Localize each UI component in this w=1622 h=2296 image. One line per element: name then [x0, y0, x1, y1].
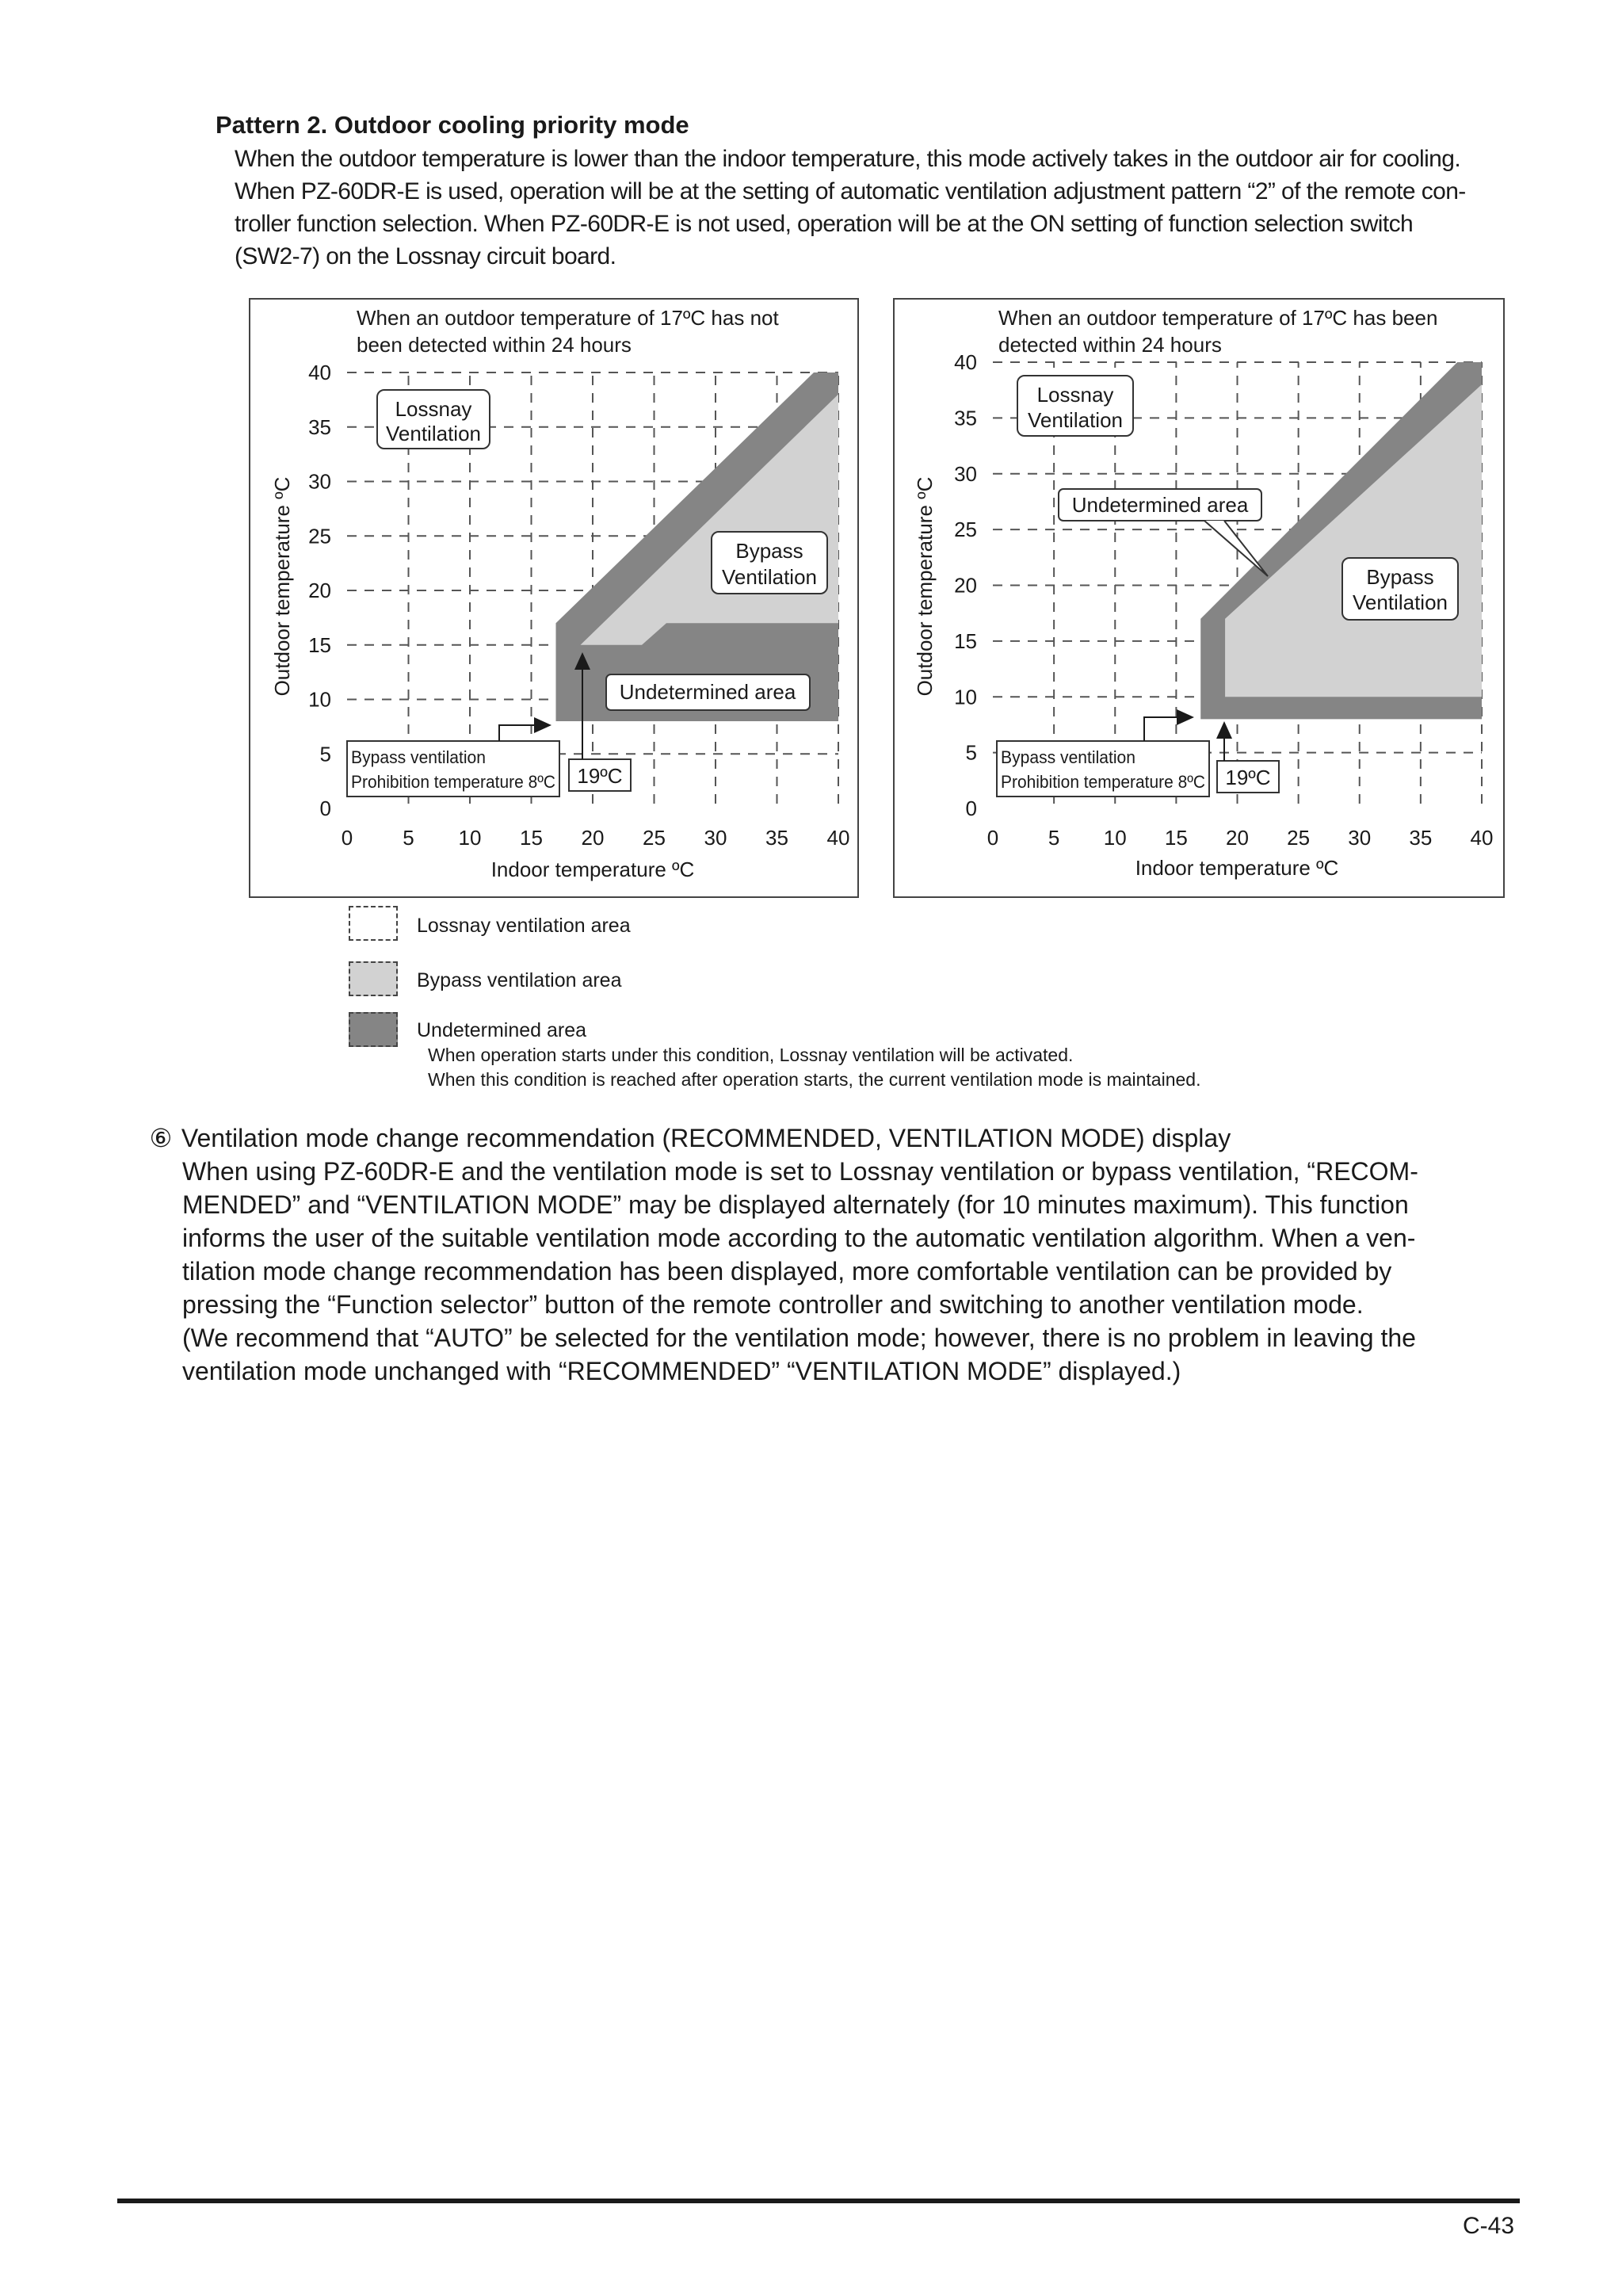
x-tick-label: 10	[1103, 826, 1127, 850]
note-line: ventilation mode unchanged with “RECOMMENDED” “VENTILATION MODE” displayed.)	[182, 1357, 1181, 1385]
legend-swatch-bypass	[349, 961, 398, 996]
body-line: informs the user of the suitable ventilation mode according to the automatic ventilation algorithm. When a ven-	[182, 1224, 1416, 1252]
bypass-region	[1225, 384, 1482, 697]
legend-label-bypass: Bypass ventilation area	[417, 969, 622, 991]
page-number: C-43	[1463, 2213, 1515, 2239]
y-tick-label: 35	[954, 406, 977, 430]
section-heading: Pattern 2. Outdoor cooling priority mode	[216, 111, 689, 139]
x-tick-label: 35	[765, 826, 788, 850]
y-tick-label: 40	[308, 361, 331, 384]
body-line: MENDED” and “VENTILATION MODE” may be displayed alternately (for 10 minutes maximum). This function	[182, 1190, 1409, 1219]
chart-title-line: been detected within 24 hours	[357, 333, 632, 357]
y-tick-label: 0	[319, 797, 331, 820]
lossnay-label: Lossnay	[395, 397, 472, 421]
lossnay-label: Ventilation	[1028, 408, 1123, 432]
intro-line: (SW2-7) on the Lossnay circuit board.	[235, 243, 616, 269]
temp19-label: 19ºC	[1225, 766, 1271, 789]
y-tick-label: 20	[954, 573, 977, 598]
intro-line: When PZ-60DR-E is used, operation will be at the setting of automatic ventilation adjustment pattern “2” of the remote con-	[235, 178, 1466, 204]
y-tick-label: 40	[954, 350, 977, 374]
body-line: When using PZ-60DR-E and the ventilation mode is set to Lossnay ventilation or bypass ventilation, “RECOM-	[182, 1157, 1418, 1186]
legend-swatch-lossnay	[349, 906, 398, 941]
x-tick-label: 30	[704, 826, 727, 850]
y-tick-labels	[954, 350, 977, 820]
x-tick-label: 40	[1470, 826, 1494, 850]
y-tick-label: 25	[954, 518, 977, 542]
x-tick-label: 10	[458, 826, 482, 850]
bypass-label: Ventilation	[722, 565, 817, 589]
y-tick-label: 30	[308, 469, 331, 494]
y-tick-label: 5	[319, 742, 331, 766]
x-tick-label: 0	[987, 826, 999, 850]
prohibition-label: Bypass ventilation	[1001, 747, 1135, 767]
y-axis-label: Outdoor temperature ºC	[270, 476, 294, 697]
x-tick-label: 15	[1164, 826, 1188, 850]
arrow-8c	[1144, 717, 1193, 741]
lossnay-label: Lossnay	[1036, 383, 1114, 407]
undetermined-label: Undetermined area	[1071, 493, 1249, 517]
x-tick-label: 20	[1226, 826, 1249, 850]
x-tick-label: 35	[1409, 826, 1433, 850]
x-tick-labels	[987, 826, 1494, 850]
y-tick-label: 35	[308, 415, 331, 439]
x-tick-label: 40	[826, 826, 850, 850]
charts-canvas	[0, 0, 1622, 1110]
y-axis-label: Outdoor temperature ºC	[913, 476, 937, 697]
y-tick-label: 10	[308, 687, 331, 712]
bypass-label: Bypass	[735, 539, 803, 563]
chart-right	[894, 299, 1504, 897]
chart-left	[250, 299, 858, 897]
circled-six-marker: ⑥	[149, 1124, 173, 1152]
y-tick-label: 10	[954, 685, 977, 709]
bypass-label: Bypass	[1366, 565, 1434, 589]
x-tick-label: 15	[520, 826, 543, 850]
x-tick-label: 5	[1048, 826, 1060, 850]
y-tick-label: 15	[954, 628, 977, 653]
x-tick-labels	[342, 826, 850, 850]
legend-swatch-undetermined	[349, 1012, 398, 1047]
body-line: tilation mode change recommendation has been displayed, more comfortable ventilation can be provided by	[182, 1257, 1392, 1286]
x-tick-label: 30	[1348, 826, 1372, 850]
x-axis-label: Indoor temperature ºC	[490, 858, 695, 881]
prohibition-label: Bypass ventilation	[351, 747, 486, 767]
bypass-label: Ventilation	[1353, 590, 1448, 614]
y-tick-label: 20	[308, 579, 331, 602]
x-tick-label: 25	[1287, 826, 1311, 850]
note-line: (We recommend that “AUTO” be selected for the ventilation mode; however, there is no problem in leaving the	[182, 1324, 1416, 1352]
temp19-label: 19ºC	[577, 764, 623, 788]
footer-rule	[117, 2199, 1520, 2203]
chart-title-line: When an outdoor temperature of 17ºC has not	[357, 306, 779, 330]
y-tick-label: 15	[308, 632, 331, 657]
y-tick-label: 0	[965, 797, 977, 820]
legend-note: When this condition is reached after operation starts, the current ventilation mode is maintained.	[428, 1069, 1201, 1090]
chart-title-line: detected within 24 hours	[998, 333, 1222, 357]
x-tick-label: 0	[341, 826, 353, 850]
chart-title-line: When an outdoor temperature of 17ºC has been	[998, 306, 1438, 330]
prohibition-label: Prohibition temperature 8ºC	[1001, 772, 1206, 792]
lossnay-label: Ventilation	[386, 422, 481, 445]
section-6-title: Ventilation mode change recommendation (RECOMMENDED, VENTILATION MODE) display	[181, 1124, 1231, 1152]
intro-line: troller function selection. When PZ-60DR-E is not used, operation will be at the ON setting of function selection switch	[235, 211, 1414, 237]
legend-label-undetermined: Undetermined area	[417, 1019, 587, 1041]
y-tick-label: 25	[308, 524, 331, 548]
arrow-8c	[499, 725, 550, 741]
legend-note: When operation starts under this condition, Lossnay ventilation will be activated.	[428, 1045, 1074, 1065]
intro-line: When the outdoor temperature is lower than the indoor temperature, this mode actively takes in the outdoor air for cooling.	[235, 146, 1461, 172]
x-tick-label: 20	[581, 826, 605, 850]
section-6	[147, 1121, 1526, 1388]
y-tick-label: 30	[954, 461, 977, 486]
y-tick-label: 5	[965, 740, 977, 765]
body-line: pressing the “Function selector” button of the remote controller and switching to another ventilation mode.	[182, 1290, 1364, 1319]
x-tick-label: 25	[643, 826, 666, 850]
legend-label-lossnay: Lossnay ventilation area	[417, 915, 631, 937]
x-axis-label: Indoor temperature ºC	[1135, 856, 1339, 880]
undetermined-label: Undetermined area	[619, 680, 796, 704]
y-tick-labels	[308, 361, 331, 820]
prohibition-label: Prohibition temperature 8ºC	[351, 772, 556, 792]
section-6-title-row	[147, 1121, 1526, 1155]
x-tick-label: 5	[403, 826, 414, 850]
